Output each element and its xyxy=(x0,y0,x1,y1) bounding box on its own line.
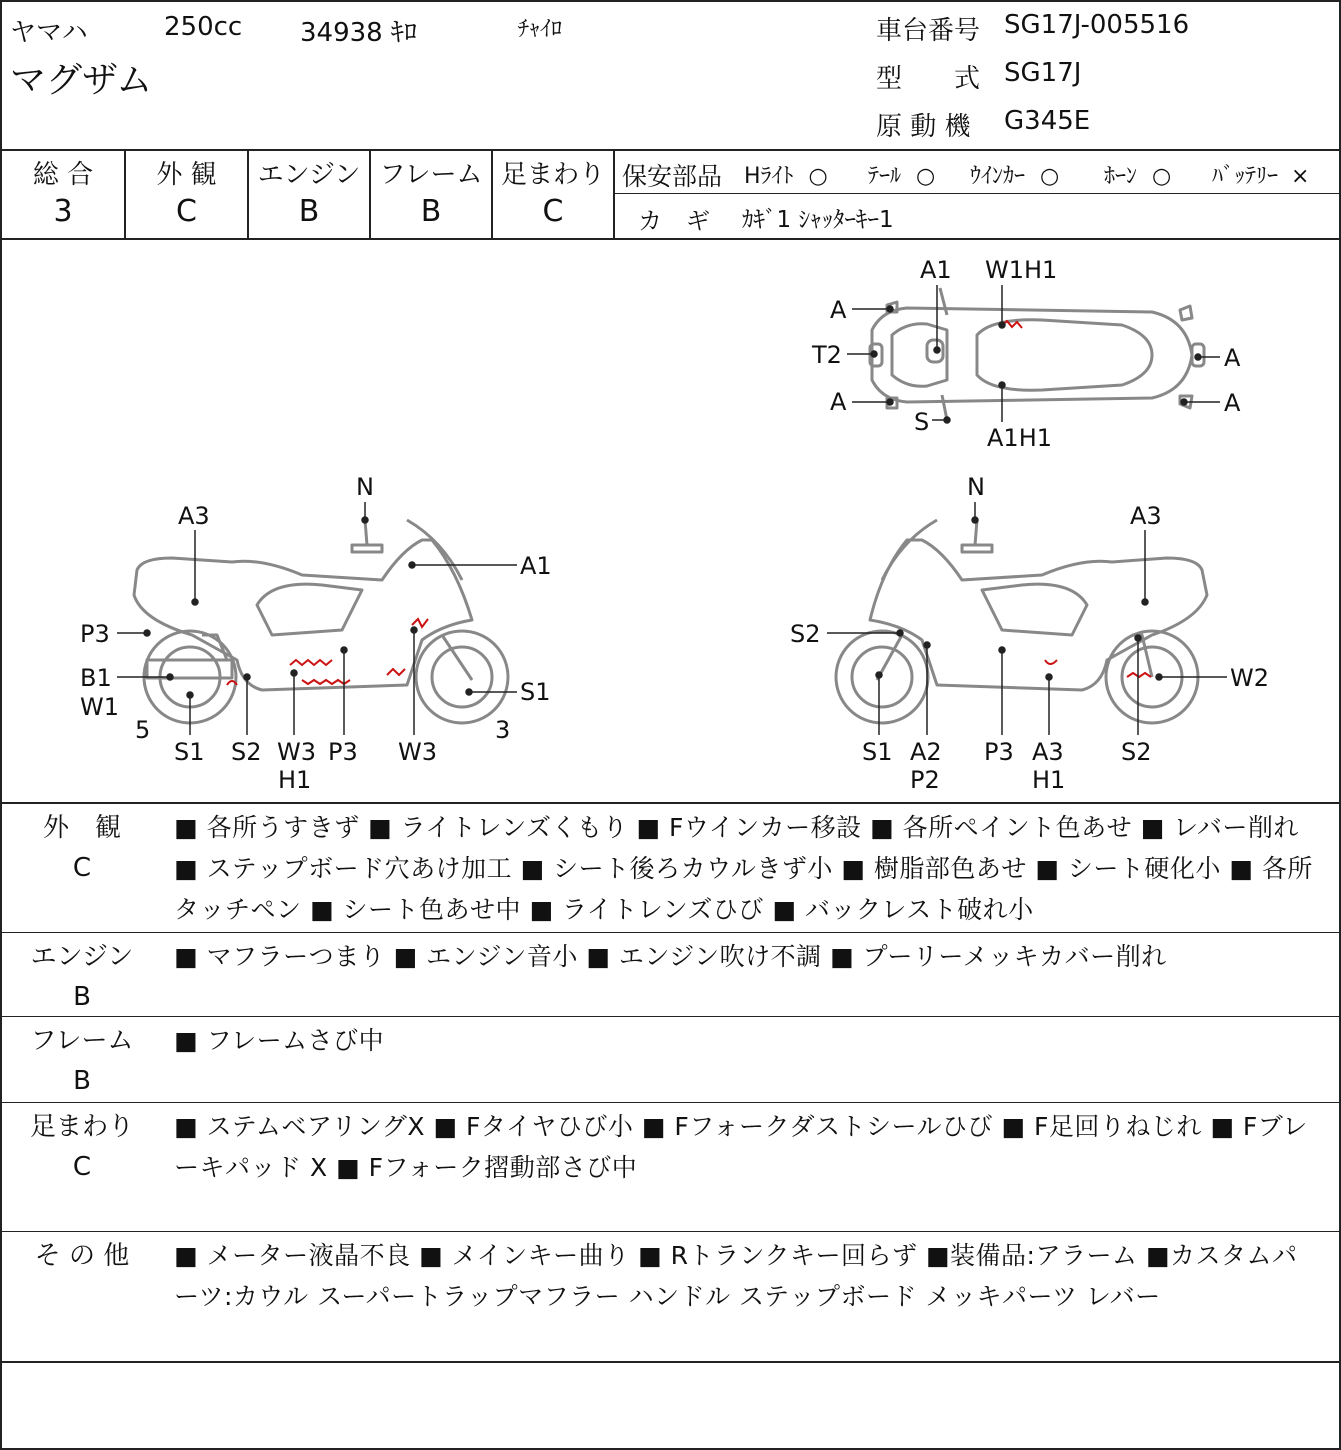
diagram-label: T2 xyxy=(812,341,842,369)
safety-mark: ○ xyxy=(808,164,828,189)
diagram-label: S2 xyxy=(790,620,821,648)
diagram-label: A1 xyxy=(920,256,952,284)
diagram-label: P2 xyxy=(910,766,940,794)
grade-frame-label: フレーム xyxy=(379,160,483,190)
safety-item-headlight xyxy=(744,159,828,190)
safety-title: 保安部品 xyxy=(622,162,723,191)
diagram-label: S2 xyxy=(231,738,262,766)
divider xyxy=(613,151,615,238)
engine-label: 原 動 機 xyxy=(876,112,971,142)
diagram-labels xyxy=(80,256,1269,794)
key-label: カ ギ xyxy=(638,207,710,235)
safety-mark: ○ xyxy=(1152,164,1172,189)
divider xyxy=(2,1016,1339,1017)
section-exterior-label xyxy=(2,808,162,888)
safety-item-battery xyxy=(1212,159,1309,190)
diagram-label: W2 xyxy=(1230,664,1269,692)
safety-item-label: ﾃｰﾙ xyxy=(868,164,902,189)
divider xyxy=(2,149,1339,151)
section-exterior-text: ■ 各所うすきず ■ ライトレンズくもり ■ Fウインカー移設 ■ 各所ペイント色あせ ■ レバー削れ ■ ステップボード穴あけ加工 ■ シート後ろカウルきず小 ■ 樹脂部色あせ ■ シート硬化小 ■ 各所タッチペン ■ シート色あせ中 ■ ライトレンズひび ■ バックレスト破れ小 xyxy=(174,813,1313,924)
damage-diagram xyxy=(2,240,1339,802)
section-engine-label xyxy=(2,937,162,1017)
diagram-label: 3 xyxy=(495,716,511,744)
diagram-label: 5 xyxy=(135,716,151,744)
type-label: 型 式 xyxy=(876,64,981,94)
divider xyxy=(2,1231,1339,1232)
divider xyxy=(2,802,1339,804)
model-name: マグザム xyxy=(10,60,153,101)
grade-total-value: 3 xyxy=(53,194,73,229)
diagram-label: S xyxy=(914,408,930,436)
diagram-label: S1 xyxy=(174,738,205,766)
diagram-label: A3 xyxy=(1032,738,1064,766)
section-label: そ の 他 xyxy=(34,1241,130,1271)
displacement: 250cc xyxy=(164,12,243,42)
diagram-label: B1 xyxy=(80,664,112,692)
section-grade: C xyxy=(72,1152,92,1182)
section-other-label xyxy=(2,1236,162,1276)
diagram-label: W3 xyxy=(277,738,316,766)
grade-exterior-label: 外 観 xyxy=(156,160,217,190)
diagram-label: W1 xyxy=(80,693,119,721)
diagram-label: A xyxy=(1224,389,1241,417)
safety-mark: ○ xyxy=(916,164,936,189)
maker: ヤマハ xyxy=(10,18,88,48)
diagram-label: A xyxy=(1224,344,1241,372)
grade-frame-value: B xyxy=(420,194,442,229)
diagram-label: S1 xyxy=(862,738,893,766)
diagram-label: W1H1 xyxy=(985,256,1058,284)
section-grade: C xyxy=(72,853,92,883)
section-label: 足まわり xyxy=(29,1112,134,1142)
diagram-label: A1H1 xyxy=(987,424,1053,452)
section-label: エンジン xyxy=(30,942,134,972)
grade-total-label: 総 合 xyxy=(32,160,94,190)
diagram-label: N xyxy=(967,473,985,501)
section-other-text: ■ メーター液晶不良 ■ メインキー曲り ■ Rトランクキー回らず ■装備品:アラーム ■カスタムパーツ:カウル スーパートラップマフラー ハンドル ステップボード メッキパーツ レバー xyxy=(174,1241,1298,1311)
diagram-label: H1 xyxy=(278,766,312,794)
safety-mark: ○ xyxy=(1040,164,1060,189)
section-label: フレーム xyxy=(30,1026,134,1056)
safety-item-winker xyxy=(970,159,1059,190)
diagram-label: A xyxy=(830,296,847,324)
diagram-label: P3 xyxy=(80,620,110,648)
engine-value: G345E xyxy=(1004,106,1091,136)
grade-engine-value: B xyxy=(298,194,320,229)
frame-no-label: 車台番号 xyxy=(876,16,981,46)
safety-item-tail xyxy=(868,159,935,190)
diagram-label: S1 xyxy=(520,678,551,706)
type-value: SG17J xyxy=(1004,58,1082,88)
diagram-label: A3 xyxy=(178,502,210,530)
grade-suspension-label: 足まわり xyxy=(500,160,605,190)
diagram-label: A2 xyxy=(910,738,942,766)
diagram-label: N xyxy=(356,473,374,501)
divider xyxy=(615,193,1339,194)
section-grade: B xyxy=(73,1066,91,1096)
grade-suspension-value: C xyxy=(542,194,564,229)
divider xyxy=(2,1361,1339,1363)
diagram-label: P3 xyxy=(328,738,358,766)
safety-item-label: ﾎｰﾝ xyxy=(1104,164,1138,189)
diagram-label: A xyxy=(830,388,847,416)
safety-item-horn xyxy=(1104,159,1171,190)
body-color: ﾁｬｲﾛ xyxy=(518,17,563,42)
divider xyxy=(2,932,1339,933)
divider xyxy=(2,1102,1339,1103)
safety-item-label: Hﾗｲﾄ xyxy=(744,164,794,189)
right-view-sketch xyxy=(836,520,1207,723)
diagram-label: A3 xyxy=(1130,502,1162,530)
diagram-label: S2 xyxy=(1121,738,1152,766)
grade-engine-label: エンジン xyxy=(257,160,361,190)
safety-item-label: ｳｲﾝｶｰ xyxy=(970,164,1026,189)
grade-exterior-value: C xyxy=(176,194,197,229)
key-value: ｶｷﾞ1 ｼｬｯﾀｰｷｰ1 xyxy=(742,207,894,233)
mileage: 34938 ｷﾛ xyxy=(300,18,417,48)
section-frame-label xyxy=(2,1021,162,1101)
diagram-label: P3 xyxy=(984,738,1014,766)
leader-lines xyxy=(117,285,1227,735)
safety-mark: × xyxy=(1291,164,1310,189)
section-engine-text: ■ マフラーつまり ■ エンジン音小 ■ エンジン吹け不調 ■ プーリーメッキカバー削れ xyxy=(174,942,1167,971)
frame-no: SG17J-005516 xyxy=(1004,10,1190,40)
section-label: 外 観 xyxy=(42,813,121,843)
section-frame-text: ■ フレームさび中 xyxy=(174,1026,385,1055)
diagram-label: H1 xyxy=(1032,766,1066,794)
section-suspension-text: ■ ステムベアリングX ■ Fタイヤひび小 ■ Fフォークダストシールひび ■ F足回りねじれ ■ Fブレーキパッド X ■ Fフォーク摺動部さび中 xyxy=(174,1112,1308,1182)
section-suspension-label xyxy=(2,1107,162,1187)
diagram-label: A1 xyxy=(520,552,552,580)
section-grade: B xyxy=(73,982,91,1012)
diagram-label: W3 xyxy=(398,738,437,766)
top-view-sketch xyxy=(870,288,1204,420)
safety-item-label: ﾊﾞｯﾃﾘｰ xyxy=(1212,164,1279,189)
